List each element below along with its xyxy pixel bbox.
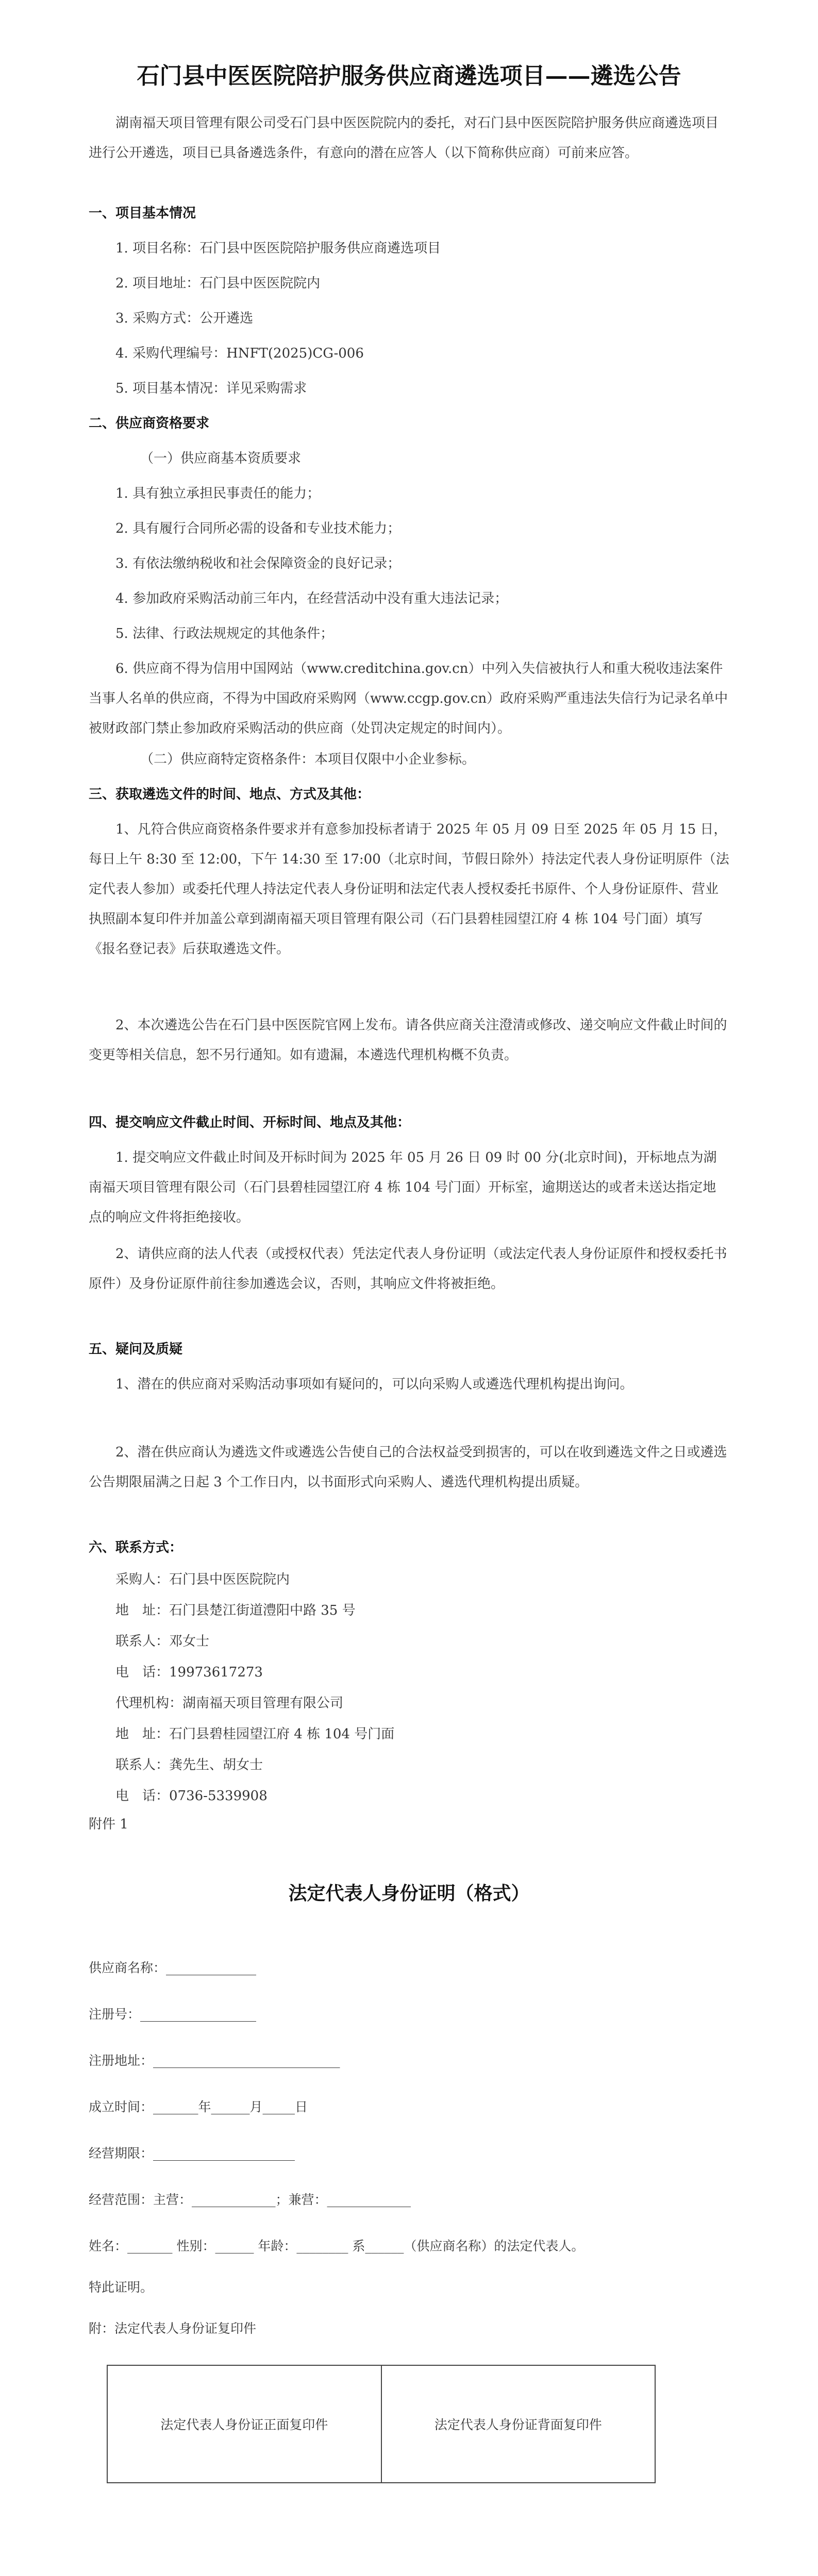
contact-line: 电 话：19973617273 — [115, 1665, 263, 1680]
annex-1-title: 法定代表人身份证明（格式） — [288, 1883, 530, 1904]
contact-line: 电 话：0736-5339908 — [115, 1788, 268, 1804]
section-3-heading: 三、获取遴选文件的时间、地点、方式及其他： — [89, 787, 371, 802]
form-line-reg-address: 注册地址：_____________________________ — [89, 2053, 340, 2068]
section-4-heading: 四、提交响应文件截止时间、开标时间、地点及其他： — [89, 1115, 411, 1130]
contact-line: 地 址：石门县楚江街道澧阳中路 35 号 — [115, 1603, 356, 1618]
section-6-heading: 六、联系方式： — [89, 1540, 183, 1555]
contact-line: 联系人：邓女士 — [115, 1634, 210, 1649]
s2-item: 3. 有依法缴纳税收和社会保障资金的良好记录； — [115, 556, 401, 571]
s1-item: 5. 项目基本情况：详见采购需求 — [115, 381, 307, 396]
form-line-supplier-name: 供应商名称：______________ — [89, 1960, 257, 1975]
s3-paragraph-2: 2、本次遴选公告在石门县中医医院官网上发布。请各供应商关注澄清或修改、递交响应文件截止时间的变更等相关信息，恕不另行通知。如有遗漏，本遴选代理机构概不负责。 — [89, 1018, 727, 1063]
contact-line: 采购人：石门县中医医院院内 — [115, 1572, 290, 1587]
s1-item: 4. 采购代理编号：HNFT(2025)CG-006 — [115, 346, 364, 361]
section-2-heading: 二、供应商资格要求 — [89, 416, 210, 431]
form-line-person: 姓名：_______ 性别：______ 年龄：________ 系______（供应商名称）的法定代表人。 — [89, 2239, 585, 2253]
contact-line: 代理机构：湖南福天项目管理有限公司 — [115, 1696, 344, 1711]
id-copy-boxes — [107, 2365, 656, 2483]
page-title: 石门县中医医院陪护服务供应商遴选项目——遴选公告 — [137, 63, 681, 89]
section-5-heading: 五、疑问及质疑 — [89, 1342, 183, 1357]
s4-paragraph-2: 2、请供应商的法人代表（或授权代表）凭法定代表人身份证明（或法定代表人身份证原件和授权委托书原件）及身份证原件前往参加遴选会议，否则，其响应文件将被拒绝。 — [89, 1246, 727, 1292]
id-front-box: 法定代表人身份证正面复印件 — [160, 2417, 328, 2432]
s5-paragraph-2: 2、潜在供应商认为遴选文件或遴选公告使自己的合法权益受到损害的，可以在收到遴选文件之日或遴选公告期限届满之日起 3 个工作日内，以书面形式向采购人、遴选代理机构提出质疑。 — [89, 1445, 727, 1490]
s2-subheading-1: （一）供应商基本资质要求 — [140, 451, 302, 466]
s3-paragraph-1: 1、凡符合供应商资格条件要求并有意参加投标者请于 2025 年 05 月 09 日至 2025 年 05 月 15 日，每日上午 8:30 至 12:00，下午 14:30 至 17:00（北京时间，节假日除外）持法定代表人身份证明原件（法定代表人参加）或委托代理人持法定代表人身份证明和法定代表人授权委托书原件、个人身份证原件、营业执照副本复印件并加盖公章到湖南福天项目管理有限公司（石门县碧桂园望江府 4 栋 104 号门面）填写《报名登记表》后获取遴选文件。 — [89, 822, 729, 957]
form-line-certify: 特此证明。 — [89, 2280, 154, 2295]
s2-item: 5. 法律、行政法规规定的其他条件； — [115, 626, 334, 641]
annex-1-label: 附件 1 — [89, 1817, 128, 1832]
form-line-term: 经营期限：______________________ — [89, 2146, 295, 2161]
s1-item: 1. 项目名称：石门县中医医院陪护服务供应商遴选项目 — [115, 241, 441, 256]
contact-line: 地 址：石门县碧桂园望江府 4 栋 104 号门面 — [115, 1726, 395, 1742]
form-line-scope: 经营范围：主营：_____________；兼营：_____________ — [89, 2192, 411, 2207]
s2-subheading-2: （二）供应商特定资格条件：本项目仅限中小企业参标。 — [140, 752, 476, 767]
form-line-established: 成立时间：_______年______月_____日 — [89, 2099, 308, 2114]
intro-paragraph: 湖南福天项目管理有限公司受石门县中医医院院内的委托，对石门县中医医院陪护服务供应商遴选项目进行公开遴选，项目已具备遴选条件，有意向的潜在应答人（以下简称供应商）可前来应答。 — [89, 115, 719, 161]
section-1-heading: 一、项目基本情况 — [89, 206, 196, 221]
s2-item: 4. 参加政府采购活动前三年内，在经营活动中没有重大违法记录； — [115, 591, 508, 606]
s2-item: 1. 具有独立承担民事责任的能力； — [115, 486, 321, 501]
s1-item: 3. 采购方式：公开遴选 — [115, 311, 254, 326]
s1-item: 2. 项目地址：石门县中医医院院内 — [115, 276, 321, 291]
s2-item: 2. 具有履行合同所必需的设备和专业技术能力； — [115, 521, 401, 536]
s5-paragraph-1: 1、潜在的供应商对采购活动事项如有疑问的，可以向采购人或遴选代理机构提出询问。 — [115, 1377, 633, 1392]
contact-line: 联系人：龚先生、胡女士 — [115, 1757, 263, 1773]
s4-paragraph-1: 1. 提交响应文件截止时间及开标时间为 2025 年 05 月 26 日 09 时 00 分(北京时间)，开标地点为湖南福天项目管理有限公司（石门县碧桂园望江府 4 栋 104 号门面）开标室，逾期送达的或者未送达指定地点的响应文件将拒绝接收。 — [89, 1150, 717, 1225]
form-line-attachment: 附：法定代表人身份证复印件 — [89, 2321, 257, 2336]
s2-item-6: 6. 供应商不得为信用中国网站（www.creditchina.gov.cn）中列入失信被执行人和重大税收违法案件当事人名单的供应商，不得为中国政府采购网（www.ccgp.gov.cn）政府采购严重违法失信行为记录名单中被财政部门禁止参加政府采购活动的供应商（处罚决定规定的时间内）。 — [89, 661, 728, 736]
id-back-box: 法定代表人身份证背面复印件 — [381, 2366, 655, 2482]
form-line-reg-number: 注册号：__________________ — [89, 2007, 257, 2022]
